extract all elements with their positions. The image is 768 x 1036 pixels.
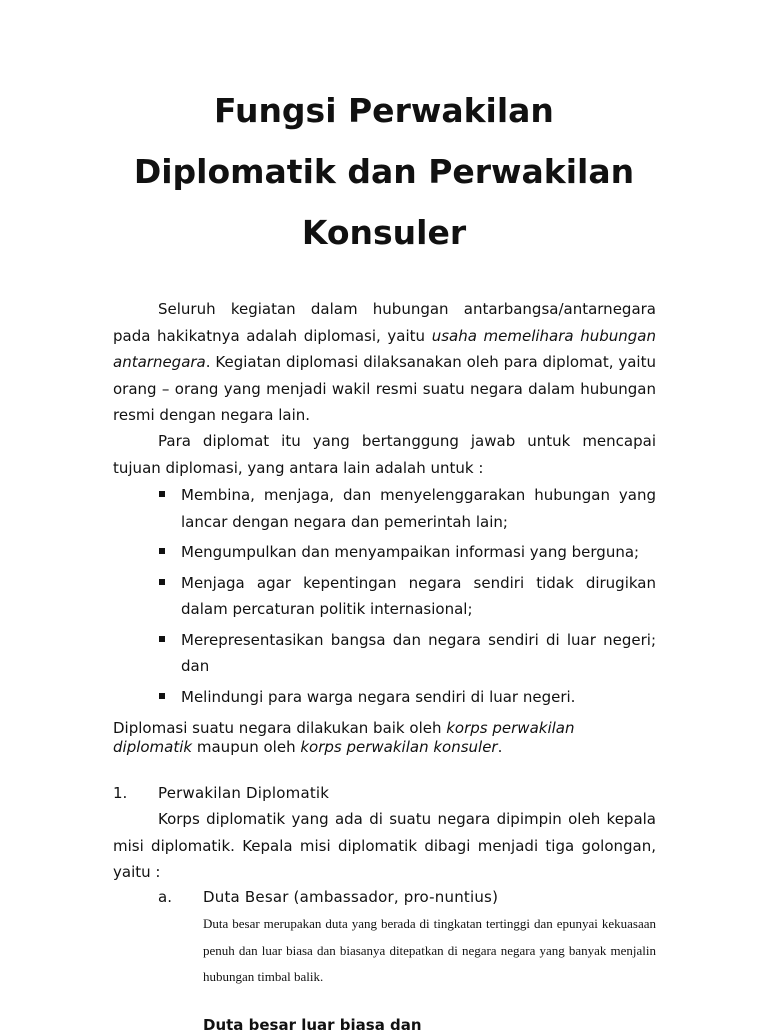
intro-paragraph-1: Seluruh kegiatan dalam hubungan antarbangsa/antarnegara pada hakikatnya adalah diplomasi, yaitu usaha memelihara hubungan antarnegara. Kegiatan diplomasi dilaksanakan oleh para diplomat, yaitu orang – orang yang menjadi wakil resmi suatu negara dalam hubungan resmi dengan negara lain. bbox=[113, 300, 656, 424]
title-line-2: Diplomatik dan Perwakilan bbox=[133, 152, 635, 191]
diplomasi-paragraph: Diplomasi suatu negara dilakukan baik oleh korps perwakilan diplomatik maupun oleh korps perwakilan konsuler. bbox=[113, 719, 575, 756]
list-item: Mengumpulkan dan menyampaikan informasi yang berguna; bbox=[158, 539, 656, 566]
subsection-title: Duta Besar (ambassador, pro-nuntius) bbox=[203, 888, 499, 906]
list-item: Membina, menjaga, dan menyelenggarakan hubungan yang lancar dengan negara dan pemerintah lain; bbox=[158, 482, 656, 535]
title-line-1: Fungsi Perwakilan bbox=[214, 91, 554, 130]
square-bullet-icon bbox=[159, 548, 165, 554]
goals-list bbox=[158, 482, 656, 710]
title-line-3: Konsuler bbox=[301, 213, 467, 252]
intro-italic-phrase: usaha memelihara hubungan antarnegara bbox=[113, 326, 656, 371]
document-title bbox=[100, 80, 668, 263]
section-number: 1. bbox=[113, 784, 128, 802]
square-bullet-icon bbox=[159, 636, 165, 642]
list-item: Melindungi para warga negara sendiri di luar negeri. bbox=[158, 684, 656, 711]
square-bullet-icon bbox=[159, 579, 165, 585]
list-item: Menjaga agar kepentingan negara sendiri tidak dirugikan dalam percaturan politik internasional; bbox=[158, 570, 656, 623]
intro-paragraph-2: Para diplomat itu yang bertanggung jawab untuk mencapai tujuan diplomasi, yang antara lain adalah untuk : bbox=[113, 432, 656, 477]
next-heading-partial: Duta besar luar biasa dan bbox=[203, 1016, 422, 1034]
square-bullet-icon bbox=[159, 693, 165, 699]
subsection-letter: a. bbox=[158, 888, 172, 906]
list-item: Merepresentasikan bangsa dan negara sendiri di luar negeri; dan bbox=[158, 627, 656, 680]
section-title: Perwakilan Diplomatik bbox=[158, 784, 330, 802]
section-1-body: Korps diplomatik yang ada di suatu negara dipimpin oleh kepala misi diplomatik. Kepala misi diplomatik dibagi menjadi tiga golongan, yaitu : bbox=[113, 810, 656, 881]
square-bullet-icon bbox=[159, 491, 165, 497]
subsection-a-body: Duta besar merupakan duta yang berada di tingkatan tertinggi dan epunyai kekuasaan penuh dan luar biasa dan biasanya ditepatkan di negara negara yang banyak menjalin hubungan timbal balik. bbox=[203, 916, 656, 984]
